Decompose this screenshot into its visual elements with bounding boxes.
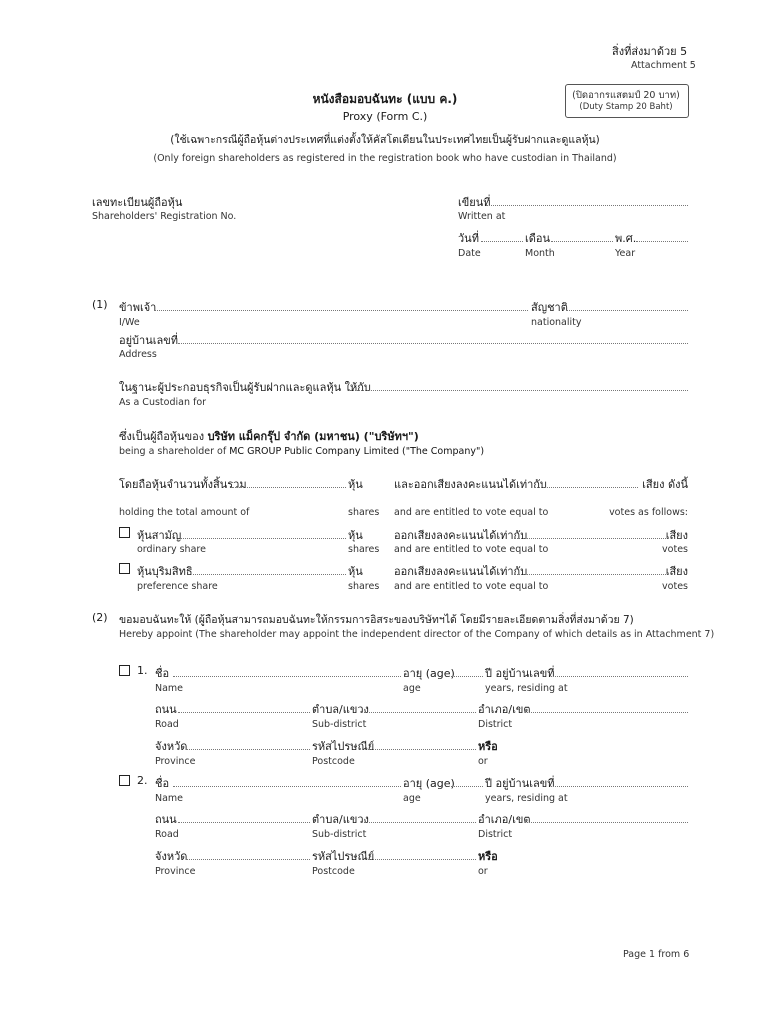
form-title-th: หนังสือมอบฉันทะ (แบบ ค.) bbox=[312, 92, 458, 106]
proxy-1-province-label-en: Province bbox=[155, 756, 196, 767]
proxy-2-subdistrict-label-th: ตำบล/แขวง bbox=[312, 813, 369, 826]
proxy-1-subdistrict-label-en: Sub-district bbox=[312, 719, 367, 730]
company-name-th: บริษัท แม็คกรุ๊ป จำกัด (มหาชน) ("บริษัทฯ") bbox=[207, 430, 419, 443]
custodian-field[interactable] bbox=[350, 390, 688, 391]
page-number: Page 1 from 6 bbox=[623, 949, 690, 960]
section1-number: (1) bbox=[92, 298, 108, 311]
preference-shares-unit-en: shares bbox=[348, 581, 380, 592]
total-shares-unit-th: หุ้น bbox=[348, 478, 363, 491]
proxy-1-district-field[interactable] bbox=[525, 712, 688, 713]
total-shares-label-en: holding the total amount of bbox=[119, 507, 250, 518]
proxy-2-road-label-en: Road bbox=[155, 829, 179, 840]
registration-no-label-en: Shareholders' Registration No. bbox=[92, 211, 237, 222]
proxy-2-or-en: or bbox=[478, 866, 488, 877]
ordinary-vote-label-en: and are entitled to vote equal to bbox=[394, 544, 549, 555]
nationality-label-en: nationality bbox=[531, 317, 582, 328]
proxy-2-name-label-th: ชื่อ bbox=[155, 777, 170, 790]
total-shares-label-th: โดยถือหุ้นจำนวนทั้งสิ้นรวม bbox=[119, 478, 247, 491]
section2-number: (2) bbox=[92, 611, 108, 624]
ordinary-votes-unit-en: votes bbox=[662, 544, 688, 555]
form-title-en: Proxy (Form C.) bbox=[342, 110, 428, 123]
ordinary-shares-unit-th: หุ้น bbox=[348, 529, 363, 542]
appoint-label-en: Hereby appoint (The shareholder may appoint the independent director of the Company of which details as in Attachment 7) bbox=[119, 629, 715, 640]
proxy-1-age-label-en: age bbox=[403, 683, 421, 694]
proxy-2-postcode-label-en: Postcode bbox=[312, 866, 355, 877]
proxy-2-residing-label-th: ปี อยู่บ้านเลขที่ bbox=[485, 777, 555, 790]
proxy-1-name-field[interactable] bbox=[173, 676, 401, 677]
ordinary-vote-label-th: ออกเสียงลงคะแนนได้เท่ากับ bbox=[394, 529, 528, 542]
date-field[interactable] bbox=[481, 241, 523, 242]
proxy-2-age-label-en: age bbox=[403, 793, 421, 804]
year-label-en: Year bbox=[615, 248, 636, 259]
iwe-field[interactable] bbox=[155, 310, 528, 311]
proxy-1-province-label-th: จังหวัด bbox=[155, 740, 188, 753]
proxy-2-name-field[interactable] bbox=[173, 786, 401, 787]
preference-vote-label-en: and are entitled to vote equal to bbox=[394, 581, 549, 592]
written-at-field[interactable] bbox=[486, 205, 688, 206]
written-at-label-th: เขียนที่ bbox=[458, 196, 491, 209]
proxy-1-district-label-en: District bbox=[478, 719, 513, 730]
written-at-label-en: Written at bbox=[458, 211, 506, 222]
preference-vote-label-th: ออกเสียงลงคะแนนได้เท่ากับ bbox=[394, 565, 528, 578]
ordinary-share-checkbox[interactable] bbox=[119, 527, 130, 538]
proxy-2-province-field[interactable] bbox=[186, 859, 310, 860]
proxy-1-postcode-field[interactable] bbox=[368, 749, 476, 750]
total-votes-label-en: and are entitled to vote equal to bbox=[394, 507, 549, 518]
proxy-1-postcode-label-en: Postcode bbox=[312, 756, 355, 767]
proxy-1-or-th: หรือ bbox=[478, 740, 498, 753]
duty-stamp-th: (ปิดอากรแสตมป์ 20 บาท) bbox=[572, 90, 680, 101]
custodian-label-th: ในฐานะผู้ประกอบธุรกิจเป็นผู้รับฝากและดูแลหุ้น ให้กับ bbox=[119, 381, 371, 394]
address-label-en: Address bbox=[119, 349, 157, 360]
duty-stamp-en: (Duty Stamp 20 Baht) bbox=[579, 102, 673, 112]
nationality-field[interactable] bbox=[566, 310, 688, 311]
proxy-2-road-label-th: ถนน bbox=[155, 813, 177, 826]
ordinary-votes-field[interactable] bbox=[514, 538, 666, 539]
proxy-1-residing-label-th: ปี อยู่บ้านเลขที่ bbox=[485, 667, 555, 680]
address-label-th: อยู่บ้านเลขที่ bbox=[119, 334, 179, 347]
total-votes-unit-th: เสียง ดังนี้ bbox=[642, 478, 688, 491]
custodian-label-en: As a Custodian for bbox=[119, 397, 207, 408]
proxy-2-province-label-th: จังหวัด bbox=[155, 850, 188, 863]
proxy-2-subdistrict-field[interactable] bbox=[364, 822, 476, 823]
proxy-1-road-label-th: ถนน bbox=[155, 703, 177, 716]
proxy-2-province-label-en: Province bbox=[155, 866, 196, 877]
preference-share-label-en: preference share bbox=[137, 581, 218, 592]
nationality-label-th: สัญชาติ bbox=[531, 301, 568, 314]
proxy-2-or-th: หรือ bbox=[478, 850, 498, 863]
address-field[interactable] bbox=[178, 343, 688, 344]
proxy-2-residing-label-en: years, residing at bbox=[485, 793, 568, 804]
votes-as-follows-en: votes as follows: bbox=[609, 507, 688, 518]
proxy-2-postcode-label-th: รหัสไปรษณีย์ bbox=[312, 850, 375, 863]
shareholder-of-th bbox=[119, 427, 419, 445]
total-shares-field[interactable] bbox=[232, 487, 346, 488]
ordinary-shares-unit-en: shares bbox=[348, 544, 380, 555]
proxy-2-checkbox[interactable] bbox=[119, 775, 130, 786]
proxy-1-road-field[interactable] bbox=[178, 712, 310, 713]
preference-share-label-th: หุ้นบุริมสิทธิ bbox=[137, 565, 193, 578]
proxy-1-residing-label-en: years, residing at bbox=[485, 683, 568, 694]
total-votes-label-th: และออกเสียงลงคะแนนได้เท่ากับ bbox=[394, 478, 547, 491]
shareholder-of-en bbox=[119, 446, 484, 457]
proxy-2-age-label-th: อายุ (age) bbox=[403, 777, 455, 790]
attachment-label-en: Attachment 5 bbox=[631, 60, 696, 71]
ordinary-votes-unit-th: เสียง bbox=[665, 529, 688, 542]
proxy-1-residing-field[interactable] bbox=[551, 676, 688, 677]
proxy-2-road-field[interactable] bbox=[178, 822, 310, 823]
ordinary-shares-field[interactable] bbox=[181, 538, 346, 539]
proxy-2-number: 2. bbox=[137, 774, 148, 787]
ordinary-share-label-th: หุ้นสามัญ bbox=[137, 529, 182, 542]
proxy-2-residing-field[interactable] bbox=[551, 786, 688, 787]
proxy-1-number: 1. bbox=[137, 664, 148, 677]
proxy-1-age-label-th: อายุ (age) bbox=[403, 667, 455, 680]
proxy-1-checkbox[interactable] bbox=[119, 665, 130, 676]
preference-share-checkbox[interactable] bbox=[119, 563, 130, 574]
proxy-1-province-field[interactable] bbox=[186, 749, 310, 750]
month-label-en: Month bbox=[525, 248, 555, 259]
proxy-1-name-label-th: ชื่อ bbox=[155, 667, 170, 680]
preference-votes-field[interactable] bbox=[514, 574, 666, 575]
ordinary-share-label-en: ordinary share bbox=[137, 544, 206, 555]
proxy-2-name-label-en: Name bbox=[155, 793, 184, 804]
shareholder-of-pre-th: ซึ่งเป็นผู้ถือหุ้นของ bbox=[119, 430, 205, 443]
proxy-1-subdistrict-field[interactable] bbox=[364, 712, 476, 713]
preference-shares-field[interactable] bbox=[193, 574, 346, 575]
proxy-1-name-label-en: Name bbox=[155, 683, 184, 694]
month-label-th: เดือน bbox=[525, 232, 551, 245]
registration-no-label-th: เลขทะเบียนผู้ถือหุ้น bbox=[92, 196, 183, 209]
proxy-1-or-en: or bbox=[478, 756, 488, 767]
total-votes-field[interactable] bbox=[534, 487, 638, 488]
form-note-th: (ใช้เฉพาะกรณีผู้ถือหุ้นต่างประเทศที่แต่งตั้งให้คัสโตเดียนในประเทศไทยเป็นผู้รับฝากและดูแลหุ้น) bbox=[170, 134, 600, 146]
shareholder-of-pre-en: being a shareholder of bbox=[119, 446, 227, 457]
date-label-en: Date bbox=[458, 248, 481, 259]
total-shares-unit-en: shares bbox=[348, 507, 380, 518]
proxy-1-subdistrict-label-th: ตำบล/แขวง bbox=[312, 703, 369, 716]
date-label-th: วันที่ bbox=[458, 232, 479, 245]
proxy-2-postcode-field[interactable] bbox=[368, 859, 476, 860]
proxy-1-age-field[interactable] bbox=[451, 676, 483, 677]
proxy-2-district-field[interactable] bbox=[525, 822, 688, 823]
year-label-th: พ.ศ. bbox=[615, 232, 637, 245]
company-name-en: MC GROUP Public Company Limited ("The Company") bbox=[229, 446, 485, 457]
month-field[interactable] bbox=[551, 241, 613, 242]
preference-shares-unit-th: หุ้น bbox=[348, 565, 363, 578]
year-field[interactable] bbox=[636, 241, 688, 242]
proxy-1-district-label-th: อำเภอ/เขต bbox=[478, 703, 531, 716]
iwe-label-th: ข้าพเจ้า bbox=[119, 301, 157, 314]
preference-votes-unit-en: votes bbox=[662, 581, 688, 592]
iwe-label-en: I/We bbox=[119, 317, 140, 328]
proxy-2-district-label-en: District bbox=[478, 829, 513, 840]
attachment-label-th: สิ่งที่ส่งมาด้วย 5 bbox=[612, 45, 688, 58]
appoint-label-th: ขอมอบฉันทะให้ (ผู้ถือหุ้นสามารถมอบฉันทะให้กรรมการอิสระของบริษัทฯได้ โดยมีรายละเอียดตามสิ่งที่ส่งมาด้วย 7) bbox=[119, 614, 634, 626]
proxy-2-district-label-th: อำเภอ/เขต bbox=[478, 813, 531, 826]
proxy-1-postcode-label-th: รหัสไปรษณีย์ bbox=[312, 740, 375, 753]
form-note-en: (Only foreign shareholders as registered in the registration book who have custodian in Thailand) bbox=[153, 153, 617, 164]
proxy-2-age-field[interactable] bbox=[451, 786, 483, 787]
proxy-2-subdistrict-label-en: Sub-district bbox=[312, 829, 367, 840]
preference-votes-unit-th: เสียง bbox=[665, 565, 688, 578]
proxy-1-road-label-en: Road bbox=[155, 719, 179, 730]
